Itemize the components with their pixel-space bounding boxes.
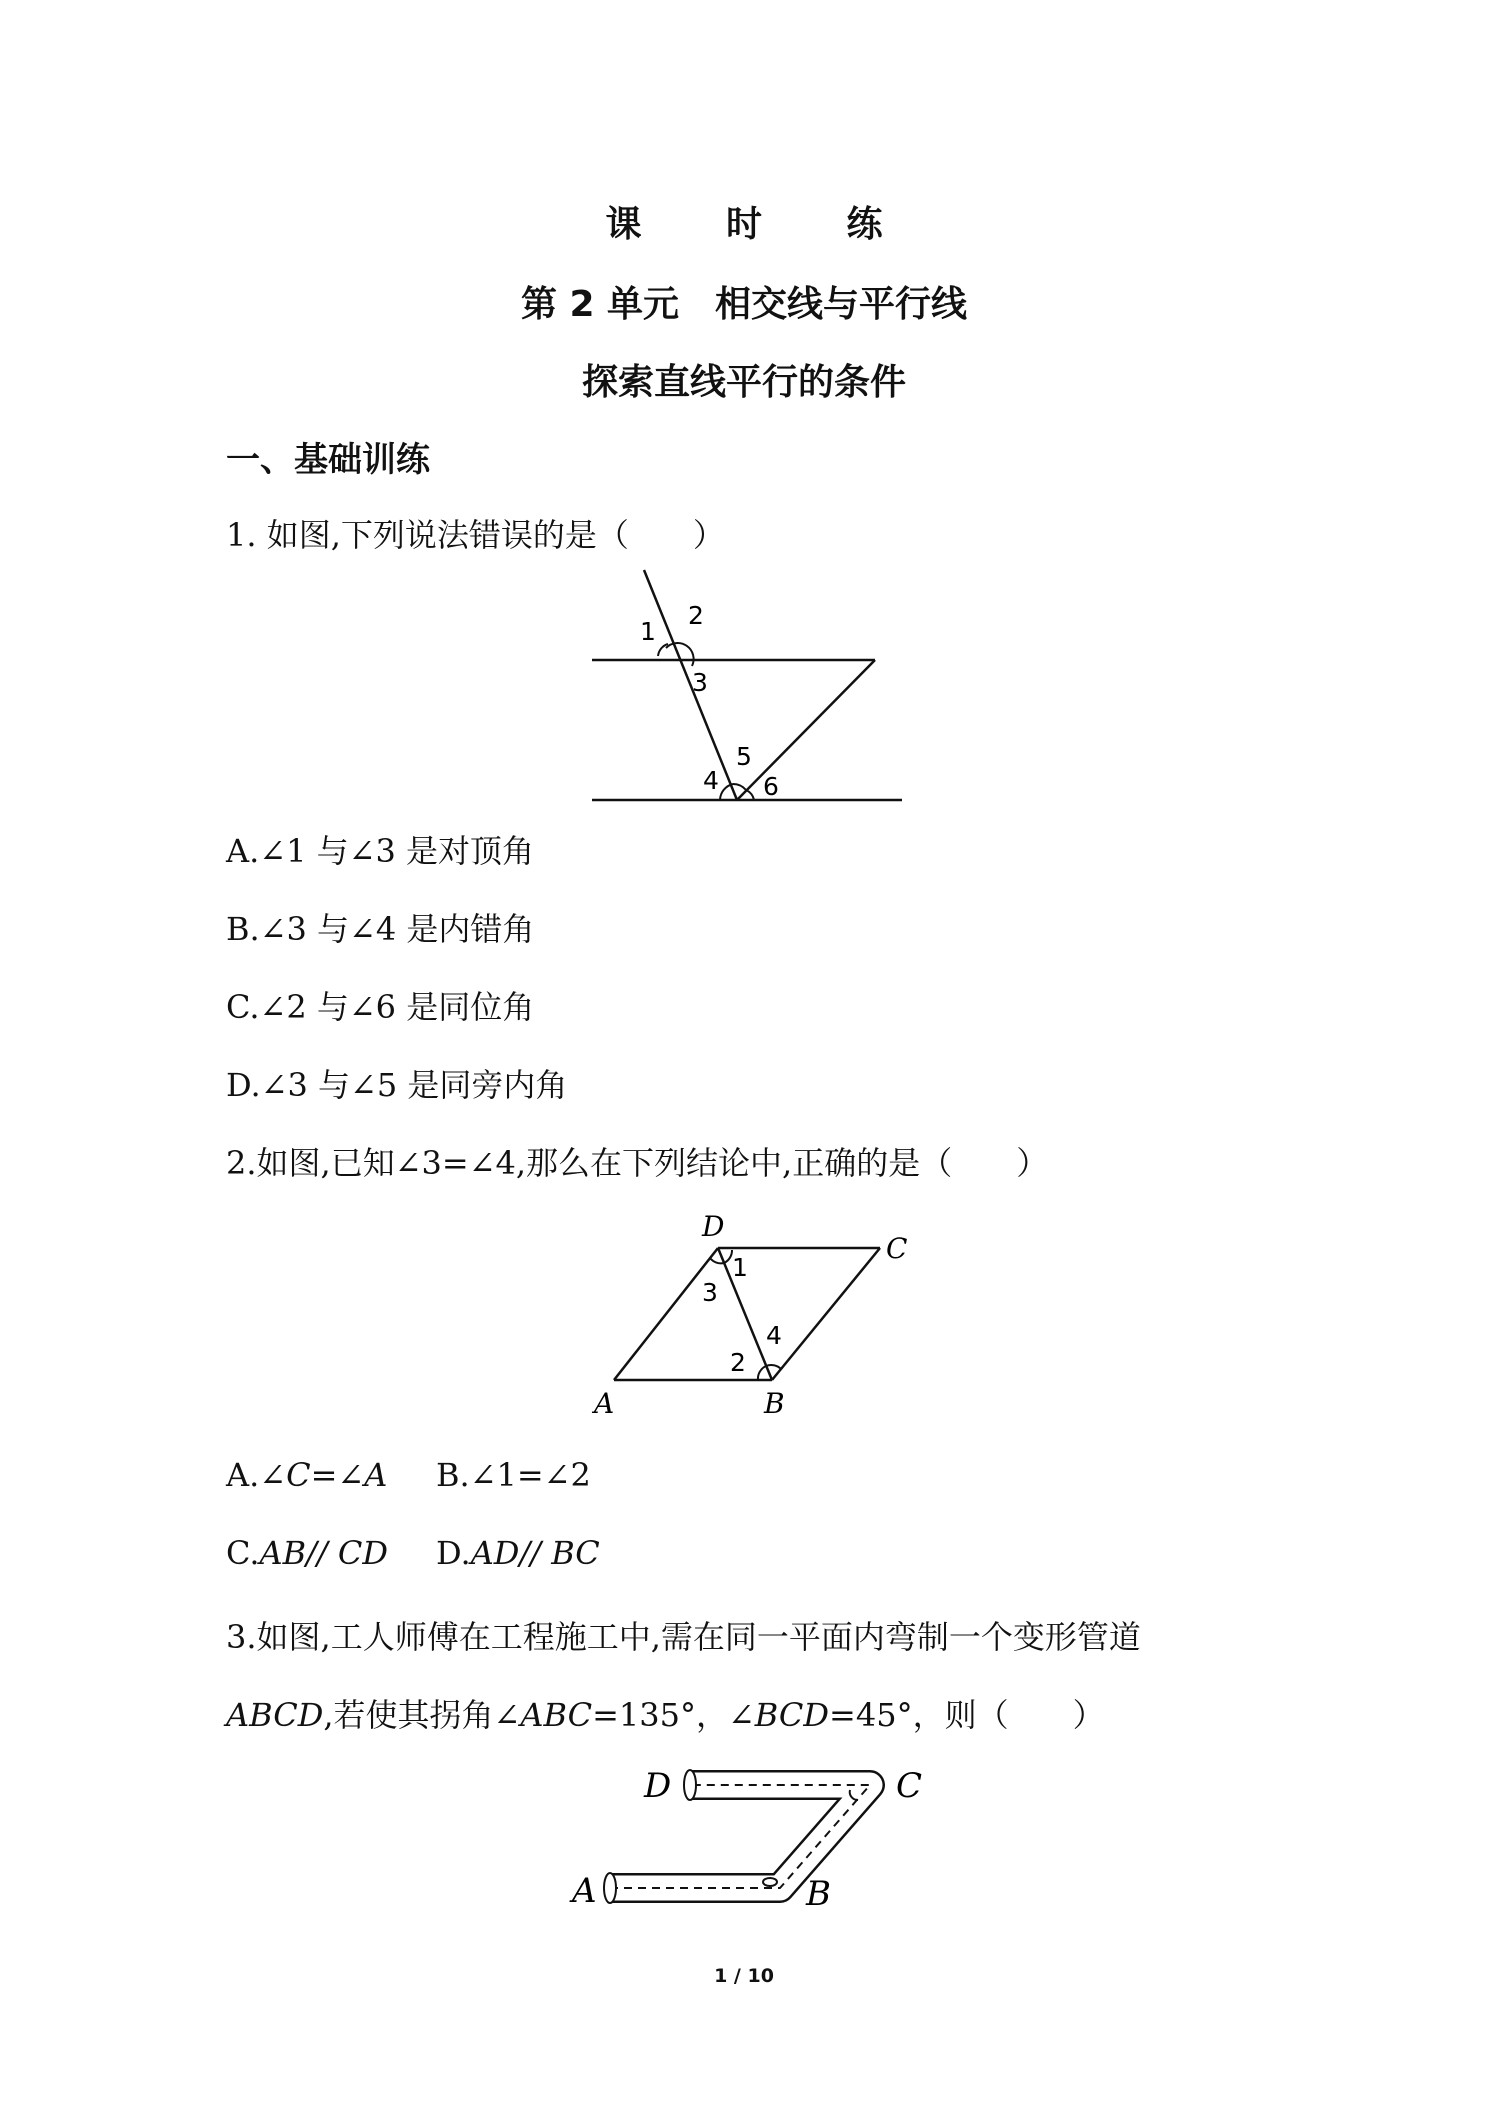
page-number: 1 / 10 <box>714 1965 774 1987</box>
q2-label-c: C <box>886 1232 908 1265</box>
q3-figure <box>560 1730 940 1910</box>
q1-option-c: C.∠2 与∠6 是同位角 <box>226 988 535 1026</box>
q3-label-a: A <box>572 1871 597 1910</box>
q2-arc-1 <box>724 1250 732 1263</box>
q1-arc-5 <box>733 784 746 790</box>
q2-stem: 2.如图,已知∠3=∠4,那么在下列结论中,正确的是（ ） <box>226 1144 1049 1182</box>
q2-arc-2 <box>758 1366 766 1380</box>
q2-side-bc <box>772 1248 880 1380</box>
q2-figure <box>580 1208 920 1428</box>
q1-label-2: 2 <box>688 601 704 630</box>
lesson-title: 探索直线平行的条件 <box>581 362 906 403</box>
q2-label-1: 1 <box>732 1253 748 1282</box>
q1-label-5: 5 <box>736 742 752 771</box>
q1-slanted-line <box>737 660 875 800</box>
q3-label-c: C <box>896 1766 923 1806</box>
q2-label-d: D <box>702 1210 725 1243</box>
q1-label-1: 1 <box>640 617 656 646</box>
q1-arc-2 <box>666 643 694 666</box>
q1-label-4: 4 <box>703 766 719 795</box>
q2-side-ad <box>614 1248 718 1380</box>
q3-pipe-end-d <box>684 1770 696 1800</box>
q2-label-4: 4 <box>766 1321 782 1350</box>
q1-label-3: 3 <box>692 668 708 697</box>
doc-title: 课 时 练 <box>605 204 919 245</box>
q2-option-c: C.AB// CD <box>226 1534 389 1572</box>
section-title: 一、基础训练 <box>226 440 430 480</box>
q2-label-a: A <box>594 1387 615 1420</box>
q1-figure <box>580 568 920 808</box>
q3-stem-line1: 3.如图,工人师傅在工程施工中,需在同一平面内弯制一个变形管道 <box>226 1618 1141 1656</box>
q2-option-d: D.AD// BC <box>436 1534 600 1572</box>
unit-title: 第 2 单元 相交线与平行线 <box>520 284 968 325</box>
q3-stem-line2: ABCD,若使其拐角∠ABC=135°，∠BCD=45°，则（ ） <box>226 1696 1105 1734</box>
q3-pipe-end-a <box>604 1873 616 1903</box>
q1-arc-1 <box>658 644 668 656</box>
q2-option-b: B.∠1=∠2 <box>436 1456 591 1494</box>
q1-option-d: D.∠3 与∠5 是同旁内角 <box>226 1066 568 1104</box>
q1-label-6: 6 <box>763 772 779 801</box>
q2-label-2: 2 <box>730 1348 746 1377</box>
q2-label-3: 3 <box>702 1278 718 1307</box>
q1-option-b: B.∠3 与∠4 是内错角 <box>226 910 535 948</box>
q3-label-d: D <box>644 1766 672 1806</box>
q3-label-b: B <box>806 1874 831 1910</box>
q1-option-a: A.∠1 与∠3 是对顶角 <box>226 832 534 870</box>
q2-option-a: A.∠C=∠A <box>226 1456 388 1494</box>
q2-label-b: B <box>764 1387 785 1420</box>
q1-stem: 1. 如图,下列说法错误的是（ ） <box>226 516 725 554</box>
q1-arc-6 <box>746 790 754 800</box>
